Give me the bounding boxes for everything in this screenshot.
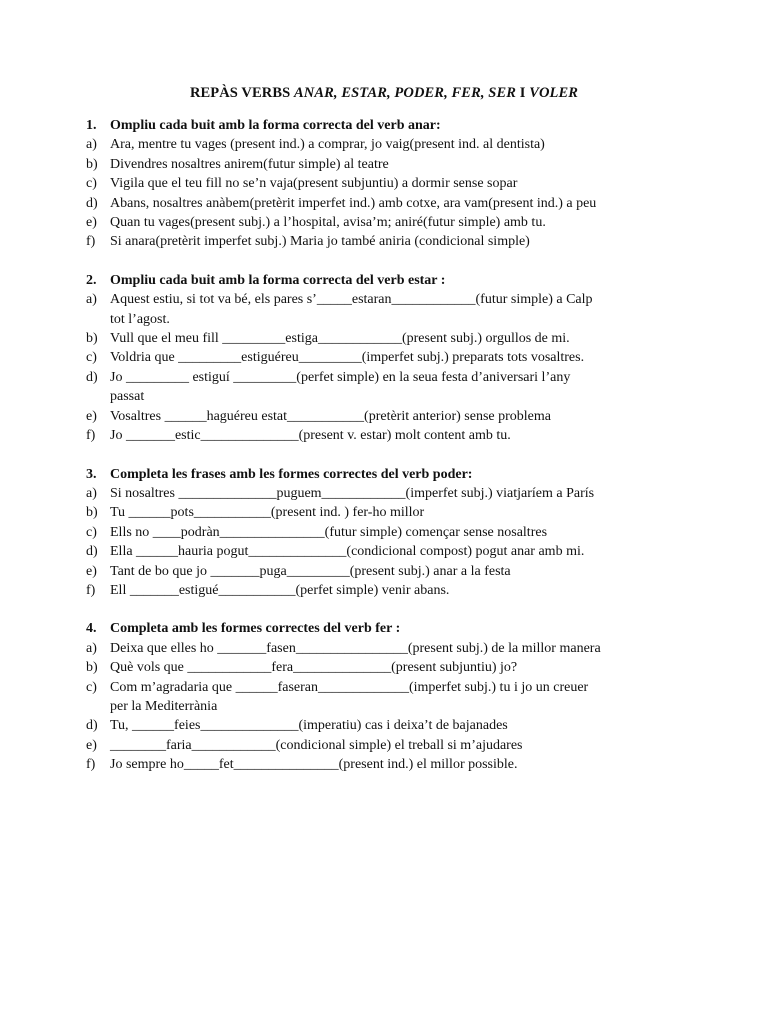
item-line [86, 329, 686, 348]
section-number: 1. [86, 118, 97, 133]
item-marker: f) [86, 582, 96, 598]
exercise-item [86, 155, 686, 174]
exercise-item [86, 407, 686, 426]
exercise-item [86, 523, 686, 542]
exercise-section [86, 116, 686, 252]
exercise-item [86, 484, 686, 503]
section-heading-text: Ompliu cada buit amb la forma correcta del verb anar: [110, 118, 441, 133]
exercise-item [86, 716, 686, 735]
title-last-verb: VOLER [529, 85, 579, 101]
item-marker: a) [86, 137, 97, 153]
item-marker: c) [86, 350, 97, 366]
section-heading-text: Completa les frases amb les formes correctes del verb poder: [110, 466, 473, 482]
section-heading [86, 116, 686, 135]
exercise-item [86, 678, 686, 717]
item-text: Ells no ____podràn_______________(futur simple) començar sense nosaltres [110, 524, 548, 540]
item-text: Jo _______estic______________(present v. estar) molt content amb tu. [110, 428, 511, 444]
item-text: Tu ______pots___________(present ind. ) fer-ho millor [110, 505, 425, 521]
exercise-item [86, 348, 686, 367]
item-text: Tu, ______feies______________(imperatiu) cas i deixa’t de bajanades [110, 718, 508, 734]
item-line [86, 135, 686, 154]
section-number: 2. [86, 272, 97, 288]
exercise-item [86, 194, 686, 213]
exercise-item [86, 368, 686, 407]
exercise-item [86, 426, 686, 445]
item-marker: d) [86, 718, 98, 734]
section-number: 3. [86, 466, 97, 482]
section-heading [86, 619, 686, 638]
item-text: Deixa que elles ho _______fasen________________(present subj.) de la millor manera [110, 640, 601, 656]
item-text: per la Mediterrània [110, 698, 218, 714]
item-continuation-line [86, 387, 686, 406]
item-line [86, 542, 686, 561]
item-line [86, 755, 686, 774]
item-marker: e) [86, 408, 97, 424]
item-marker: e) [86, 737, 97, 753]
item-text: passat [110, 389, 145, 405]
exercise-section [86, 619, 686, 774]
item-line [86, 581, 686, 600]
item-text: Vigila que el teu fill no se’n vaja(present subjuntiu) a dormir sense sopar [110, 176, 518, 192]
item-marker: b) [86, 660, 98, 676]
item-marker: a) [86, 485, 97, 501]
item-continuation-line [86, 310, 686, 329]
item-text: Vosaltres ______haguéreu estat___________(pretèrit anterior) sense problema [110, 408, 551, 424]
item-text: Ara, mentre tu vages (present ind.) a comprar, jo vaig(present ind. al dentista) [110, 137, 545, 153]
exercise-item [86, 174, 686, 193]
section-heading [86, 271, 686, 290]
section-number: 4. [86, 621, 97, 637]
item-marker: b) [86, 505, 98, 521]
item-marker: b) [86, 331, 98, 347]
item-text: Voldria que _________estiguéreu_________(imperfet subj.) preparats tots vosaltres. [110, 350, 585, 366]
title-verbs: ANAR, ESTAR, PODER, FER, SER [294, 85, 517, 101]
exercise-item [86, 329, 686, 348]
item-marker: c) [86, 524, 97, 540]
item-text: Divendres nosaltres anirem(futur simple) al teatre [110, 156, 389, 172]
item-text: Ell _______estigué___________(perfet simple) venir abans. [110, 582, 450, 598]
item-line [86, 407, 686, 426]
section-heading [86, 465, 686, 484]
exercise-item [86, 658, 686, 677]
item-text: ________faria____________(condicional simple) el treball si m’ajudares [110, 737, 523, 753]
item-text: Jo _________ estiguí _________(perfet simple) en la seua festa d’aniversari l’any [110, 369, 571, 385]
title-conjunction: I [516, 85, 530, 101]
item-marker: a) [86, 640, 97, 656]
item-line [86, 194, 686, 213]
exercise-item [86, 562, 686, 581]
item-line [86, 348, 686, 367]
item-line [86, 213, 686, 232]
item-text: Si anara(pretèrit imperfet subj.) Maria jo també aniria (condicional simple) [110, 234, 530, 250]
item-text: Quan tu vages(present subj.) a l’hospital, avisa’m; aniré(futur simple) amb tu. [110, 215, 546, 231]
item-marker: a) [86, 292, 97, 308]
exercise-item [86, 755, 686, 774]
item-text: Abans, nosaltres anàbem(pretèrit imperfet ind.) amb cotxe, ara vam(present ind.) a peu [110, 195, 597, 211]
item-marker: e) [86, 215, 97, 231]
item-line [86, 290, 686, 309]
item-text: Jo sempre ho_____fet_______________(present ind.) el millor possible. [110, 757, 518, 773]
item-continuation-line [86, 697, 686, 716]
item-text: tot l’agost. [110, 311, 170, 327]
item-line [86, 155, 686, 174]
item-marker: f) [86, 757, 96, 773]
section-heading-text: Completa amb les formes correctes del verb fer : [110, 621, 401, 637]
item-marker: d) [86, 544, 98, 560]
exercise-item [86, 135, 686, 154]
item-text: Si nosaltres ______________puguem____________(imperfet subj.) viatjaríem a París [110, 485, 595, 501]
exercise-item [86, 542, 686, 561]
exercise-section [86, 465, 686, 601]
exercise-item [86, 503, 686, 522]
title-prefix: REPÀS VERBS [189, 85, 295, 101]
item-line [86, 174, 686, 193]
item-line [86, 426, 686, 445]
item-line [86, 658, 686, 677]
exercise-item [86, 213, 686, 232]
item-text: Tant de bo que jo _______puga_________(present subj.) anar a la festa [110, 563, 511, 579]
item-line [86, 232, 686, 251]
item-line [86, 484, 686, 503]
item-line [86, 639, 686, 658]
item-marker: f) [86, 234, 96, 250]
item-marker: f) [86, 428, 96, 444]
item-line [86, 503, 686, 522]
exercise-item [86, 290, 686, 329]
item-line [86, 562, 686, 581]
item-text: Vull que el meu fill _________estiga____________(present subj.) orgullos de mi. [110, 331, 570, 347]
item-text: Com m’agradaria que ______faseran_____________(imperfet subj.) tu i jo un creuer [110, 679, 589, 695]
item-marker: e) [86, 563, 97, 579]
item-text: Ella ______hauria pogut______________(condicional compost) pogut anar amb mi. [110, 544, 585, 560]
item-line [86, 736, 686, 755]
item-line [86, 368, 686, 387]
section-heading-text: Ompliu cada buit amb la forma correcta del verb estar : [110, 272, 446, 288]
item-marker: d) [86, 195, 98, 211]
item-line [86, 678, 686, 697]
exercise-item [86, 639, 686, 658]
exercise-item [86, 581, 686, 600]
item-line [86, 716, 686, 735]
item-marker: c) [86, 679, 97, 695]
exercise-item [86, 736, 686, 755]
item-line [86, 523, 686, 542]
exercise-list [86, 116, 686, 794]
exercise-item [86, 232, 686, 251]
item-text: Aquest estiu, si tot va bé, els pares s’_____estaran____________(futur simple) a Calp [110, 292, 593, 308]
exercise-section [86, 271, 686, 446]
item-text: Què vols que ____________fera______________(present subjuntiu) jo? [110, 660, 518, 676]
item-marker: c) [86, 176, 97, 192]
page-title [0, 85, 768, 102]
item-marker: b) [86, 156, 98, 172]
item-marker: d) [86, 369, 98, 385]
